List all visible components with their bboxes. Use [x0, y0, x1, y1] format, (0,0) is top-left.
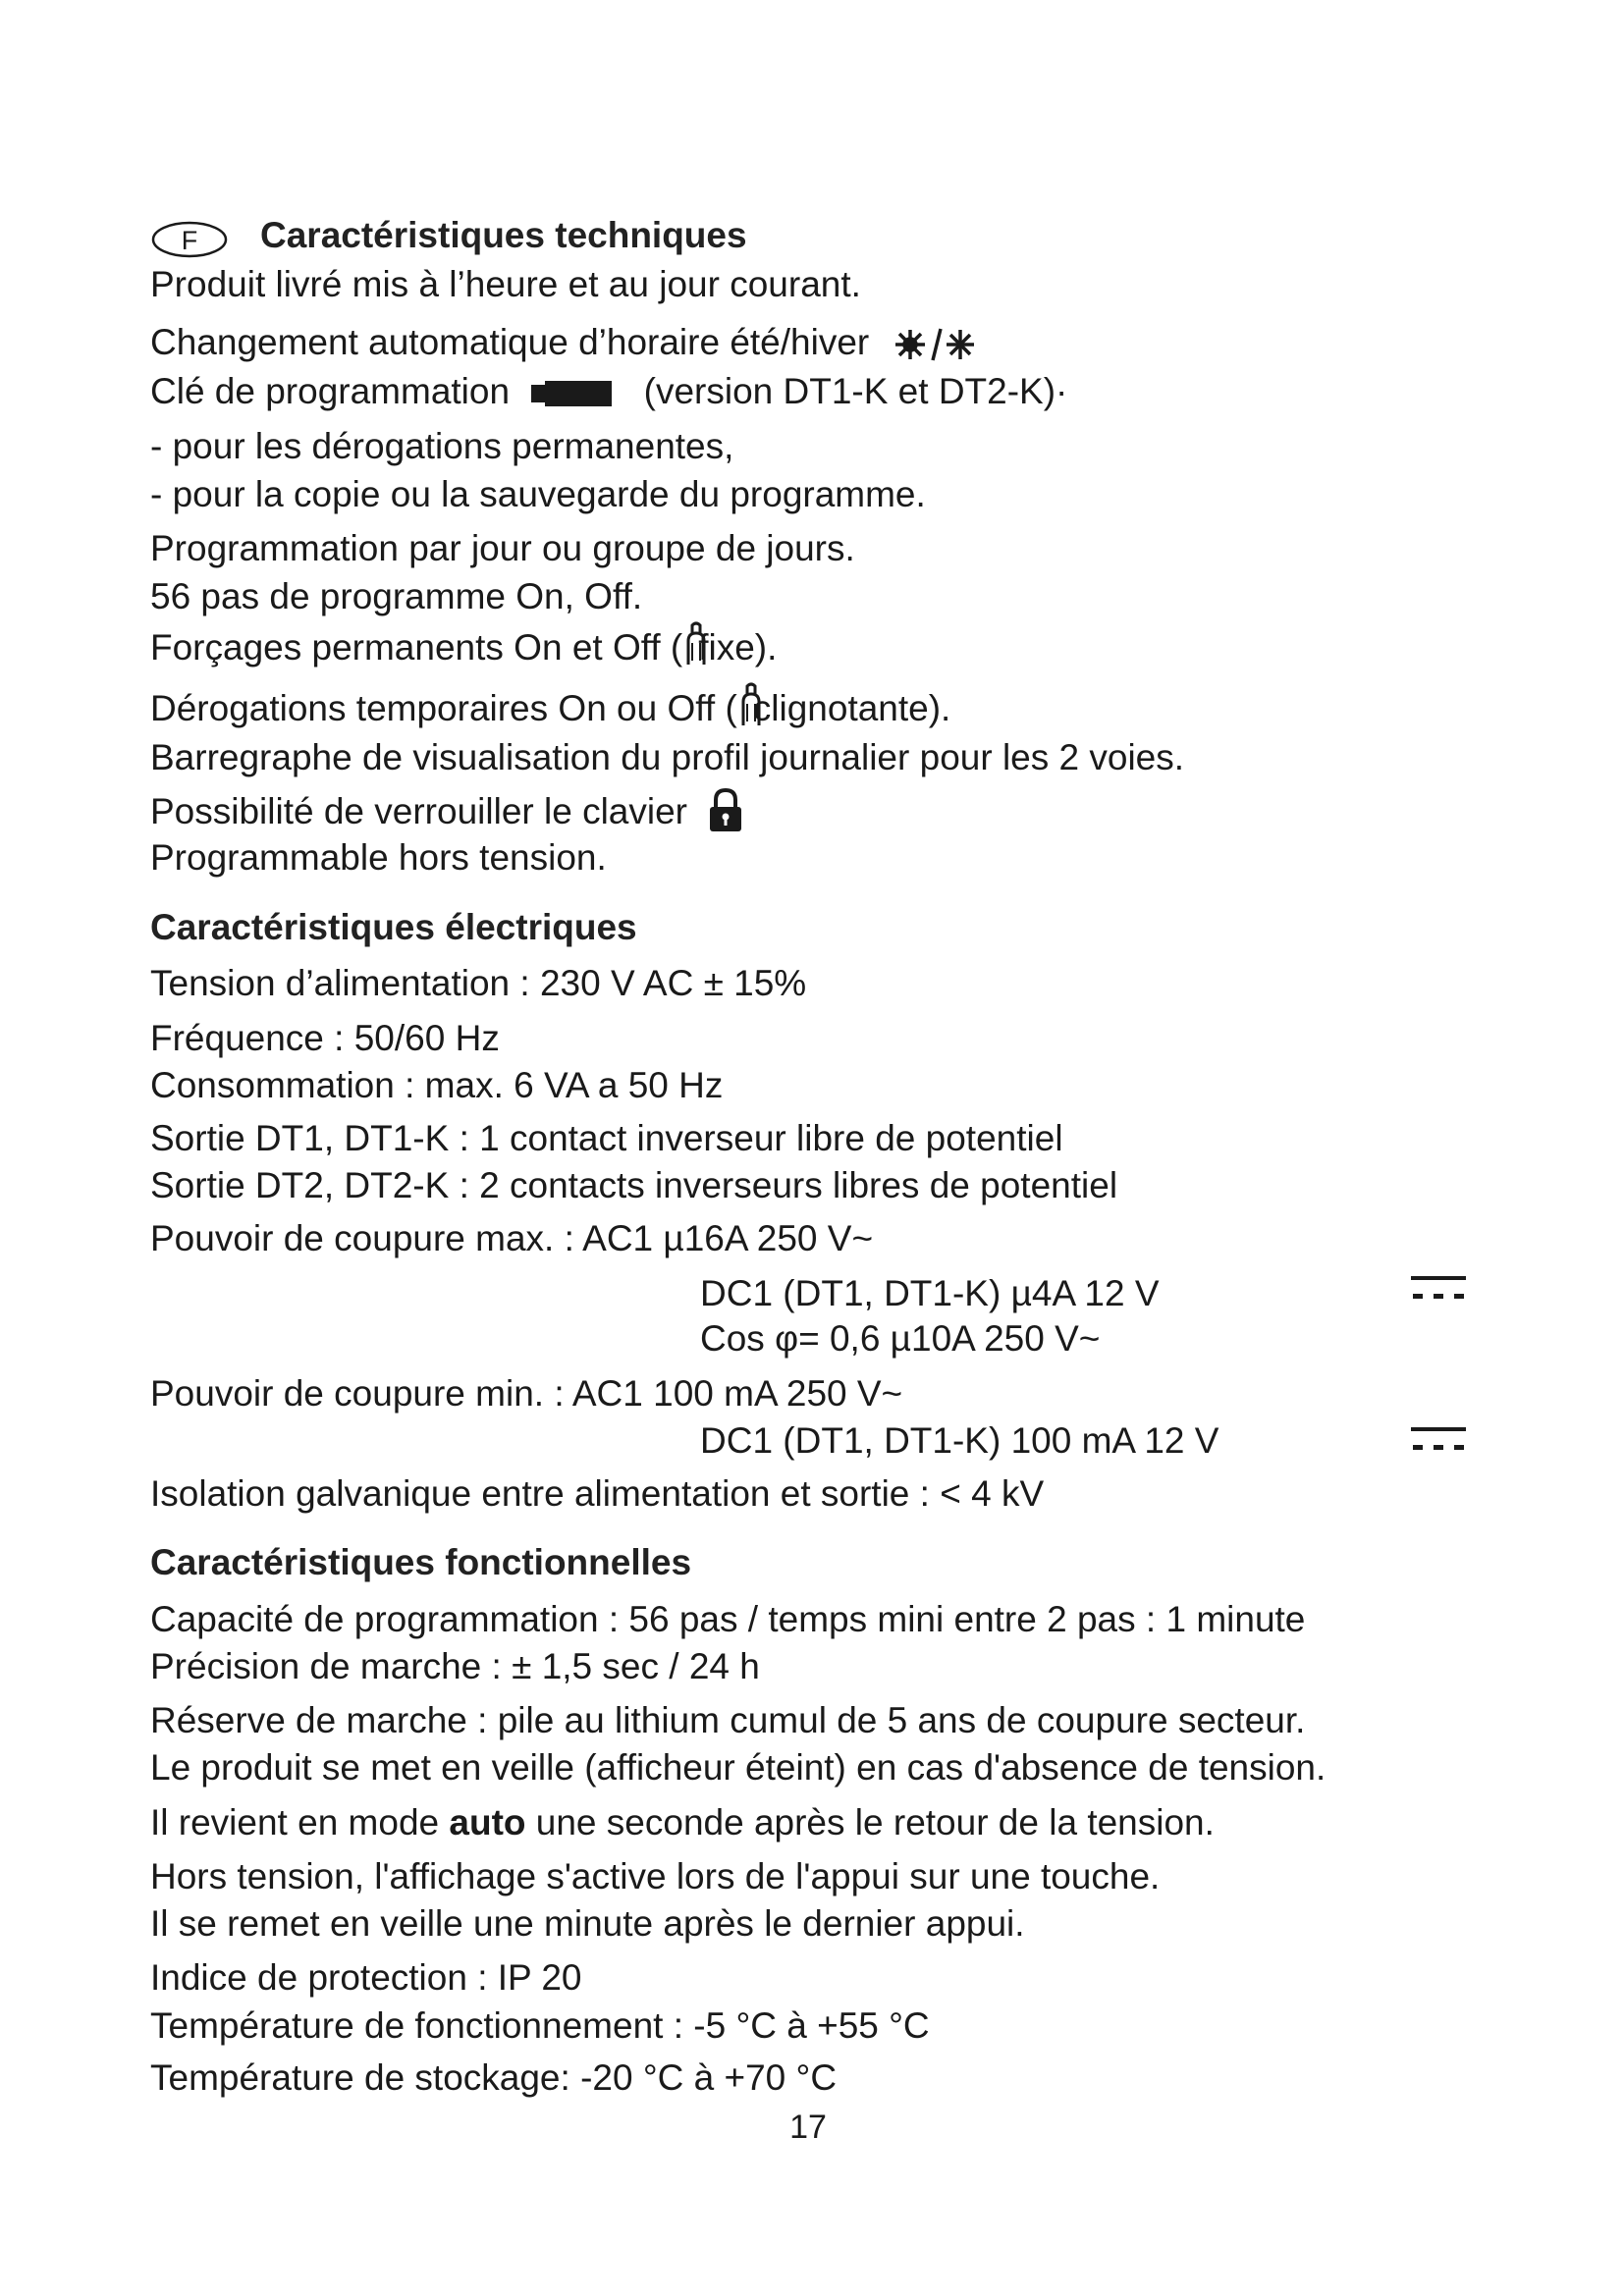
text-fragment: fixe). — [698, 627, 778, 667]
dc-current-symbol — [1411, 1423, 1466, 1457]
text-fragment: Il revient en mode — [150, 1802, 450, 1842]
text-line: - pour les dérogations permanentes, — [150, 426, 734, 466]
text-line: Il se remet en veille une minute après le dernier appui. — [150, 1903, 1025, 1944]
section-title-electrical: Caractéristiques électriques — [150, 907, 637, 947]
text-line: Programmable hors tension. — [150, 837, 607, 878]
text-fragment: Forçages permanents On et Off ( — [150, 627, 683, 667]
text-line: Tension d’alimentation : 230 V AC ± 15% — [150, 963, 807, 1003]
text-line: Pouvoir de coupure min. : AC1 100 mA 250 V~ — [150, 1373, 903, 1414]
sun-snowflake-icon — [893, 327, 978, 362]
text-line: Réserve de marche : pile au lithium cumul de 5 ans de coupure secteur. — [150, 1700, 1306, 1740]
text-line: Hors tension, l'affichage s'active lors de l'appui sur une touche. — [150, 1856, 1161, 1896]
text-fragment: une seconde après le retour de la tension. — [525, 1802, 1215, 1842]
text-fragment: Possibilité de verrouiller le clavier — [150, 791, 687, 831]
padlock-icon — [707, 786, 744, 833]
text-line — [150, 370, 1067, 413]
text-line: Sortie DT2, DT2-K : 2 contacts inverseurs libres de potentiel — [150, 1165, 1118, 1205]
text-line — [150, 321, 978, 364]
text-line: Pouvoir de coupure max. : AC1 µ16A 250 V~ — [150, 1218, 874, 1258]
text-line: Température de fonctionnement : -5 °C à +55 °C — [150, 2005, 930, 2046]
text-line: Température de stockage: -20 °C à +70 °C — [150, 2057, 838, 2098]
text-fragment: clignotante). — [752, 688, 951, 728]
language-badge-icon — [150, 220, 229, 259]
language-badge-label: F — [181, 226, 198, 255]
text-line: Indice de protection : IP 20 — [150, 1957, 582, 1998]
page-number: 17 — [789, 2109, 827, 2146]
mode-auto-label: auto — [449, 1802, 526, 1842]
text-line: 56 pas de programme On, Off. — [150, 576, 643, 616]
text-fragment: Clé de programmation — [150, 371, 511, 411]
dc-current-symbol — [1411, 1272, 1466, 1306]
text-line — [150, 1801, 1215, 1844]
programming-key-icon — [531, 381, 612, 406]
text-line: Capacité de programmation : 56 pas / temps mini entre 2 pas : 1 minute — [150, 1599, 1306, 1639]
text-line: DC1 (DT1, DT1-K) µ4A 12 V — [700, 1273, 1160, 1313]
text-line — [150, 790, 744, 833]
text-line: - pour la copie ou la sauvegarde du programme. — [150, 474, 926, 514]
text-line — [150, 687, 950, 730]
text-fragment: (version DT1-K et DT2-K)· — [643, 371, 1068, 411]
text-line: Isolation galvanique entre alimentation et sortie : < 4 kV — [150, 1473, 1045, 1514]
text-line: Sortie DT1, DT1-K : 1 contact inverseur libre de potentiel — [150, 1118, 1063, 1158]
text-line: Barregraphe de visualisation du profil journalier pour les 2 voies. — [150, 737, 1185, 777]
text-line — [150, 626, 777, 669]
section-title-functional: Caractéristiques fonctionnelles — [150, 1542, 692, 1582]
text-line: Produit livré mis à l’heure et au jour courant. — [150, 264, 861, 304]
text-fragment: Changement automatique d’horaire été/hiver — [150, 322, 870, 362]
text-line: DC1 (DT1, DT1-K) 100 mA 12 V — [700, 1420, 1219, 1461]
text-fragment: Dérogations temporaires On ou Off ( — [150, 688, 737, 728]
text-line: Consommation : max. 6 VA a 50 Hz — [150, 1065, 724, 1105]
text-line: Le produit se met en veille (afficheur éteint) en cas d'absence de tension. — [150, 1747, 1326, 1788]
section-title-technical: Caractéristiques techniques — [260, 215, 747, 255]
document-page — [150, 0, 1466, 2296]
text-line: Programmation par jour ou groupe de jours. — [150, 528, 855, 568]
text-line: Cos φ= 0,6 µ10A 250 V~ — [700, 1318, 1101, 1359]
text-line: Précision de marche : ± 1,5 sec / 24 h — [150, 1646, 760, 1686]
text-line: Fréquence : 50/60 Hz — [150, 1018, 500, 1058]
